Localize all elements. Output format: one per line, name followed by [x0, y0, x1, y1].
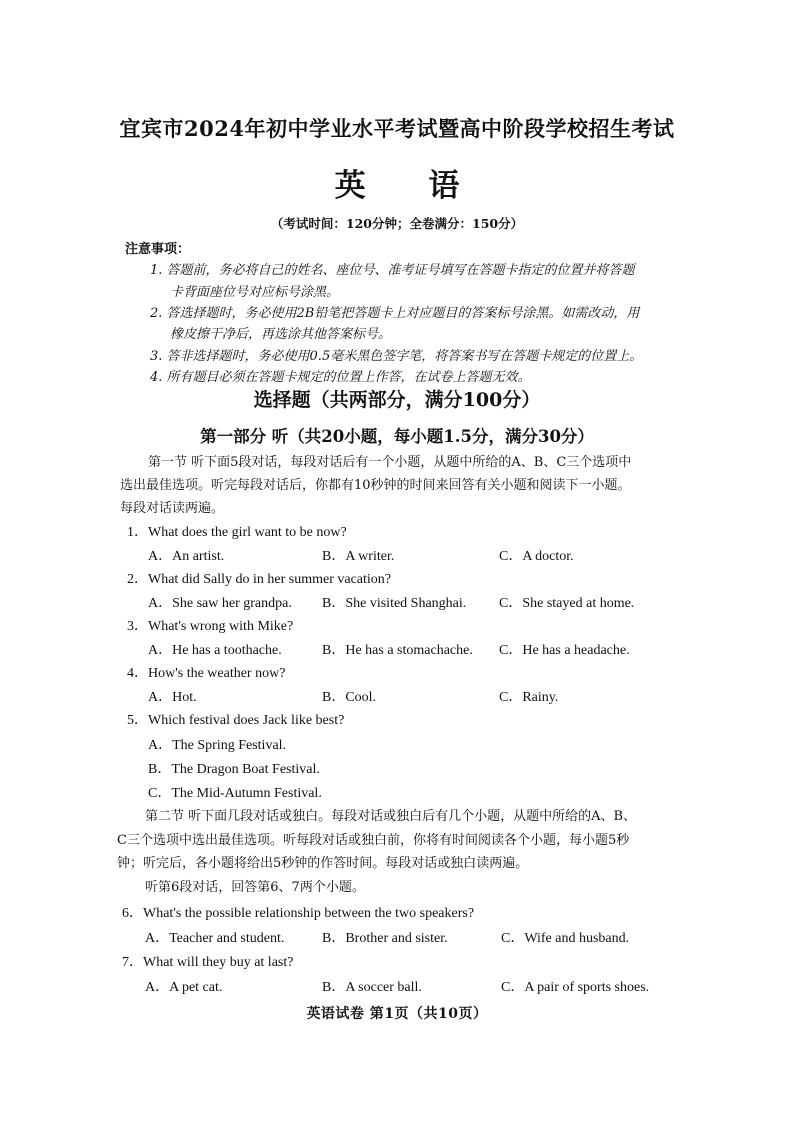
question-stem: 2．What did Sally do in her summer vacation? — [127, 572, 391, 587]
option-c: C．She stayed at home. — [499, 596, 635, 611]
question-stem: 3．What's wrong with Mike? — [127, 619, 294, 634]
option-b: B．He has a stomachache. — [322, 643, 473, 658]
option-a: A．He has a toothache. — [148, 643, 282, 658]
notice-line: 橡皮擦干净后，再选涂其他答案标号。 — [170, 327, 392, 342]
notice-line: 卡背面座位号对应标号涂黑。 — [170, 285, 340, 300]
notice-line: 4. 所有题目必须在答题卡规定的位置上作答，在试卷上答题无效。 — [150, 370, 531, 385]
exam-title: 宜宾市2024年初中学业水平考试暨高中阶段学校招生考试 — [119, 116, 675, 141]
option-b: B．A writer. — [322, 549, 395, 564]
page-footer: 英语试卷 第1页（共10页） — [306, 1006, 488, 1022]
notice-line: 1. 答题前，务必将自己的姓名、座位号、准考证号填写在答题卡指定的位置并将答题 — [150, 263, 635, 278]
section1-instruction: 每段对话读两遍。 — [120, 501, 225, 516]
option-c: C．Rainy. — [499, 690, 559, 705]
option-c: C．A doctor. — [499, 549, 574, 564]
option-b: B．The Dragon Boat Festival. — [148, 762, 320, 777]
section2-instruction: 听第6段对话，回答第6、7两个小题。 — [145, 880, 365, 895]
question-stem: 7．What will they buy at last? — [122, 955, 294, 970]
notice-heading: 注意事项： — [125, 242, 191, 257]
question-stem: 5．Which festival does Jack like best? — [127, 713, 345, 728]
option-a: A．She saw her grandpa. — [148, 596, 292, 611]
question-stem: 4．How's the weather now? — [127, 666, 286, 681]
option-b: B．Brother and sister. — [322, 931, 448, 946]
section2-instruction: 第二节 听下面几段对话或独白。每段对话或独白后有几个小题，从题中所给的A、B、 — [145, 809, 637, 824]
option-a: A．An artist. — [148, 549, 225, 564]
part-heading: 第一部分 听（共20小题，每小题1.5分，满分30分） — [200, 427, 594, 446]
option-a: A．The Spring Festival. — [148, 738, 287, 753]
section1-instruction: 第一节 听下面5段对话，每段对话后有一个小题，从题中所给的A、B、C三个选项中 — [148, 455, 632, 470]
option-a: A．A pet cat. — [145, 980, 223, 995]
option-a: A．Hot. — [148, 690, 197, 705]
option-b: B．She visited Shanghai. — [322, 596, 467, 611]
question-stem: 1．What does the girl want to be now? — [127, 525, 347, 540]
option-b: B．Cool. — [322, 690, 377, 705]
section1-instruction: 选出最佳选项。听完每段对话后，你都有10秒钟的时间来回答有关小题和阅读下一小题。 — [120, 478, 631, 493]
exam-info: （考试时间：120分钟；全卷满分：150分） — [270, 216, 524, 231]
option-c: C．He has a headache. — [499, 643, 630, 658]
question-stem: 6．What's the possible relationship between the two speakers? — [122, 906, 475, 921]
option-b: B．A soccer ball. — [322, 980, 422, 995]
notice-line: 3. 答非选择题时，务必使用0.5毫米黑色签字笔，将答案书写在答题卡规定的位置上。 — [150, 349, 643, 364]
option-c: C．A pair of sports shoes. — [501, 980, 650, 995]
section2-instruction: C三个选项中选出最佳选项。听每段对话或独白前，你将有时间阅读各个小题，每小题5秒 — [117, 833, 630, 848]
subject-title: 英 语 — [334, 168, 486, 204]
option-c: C．The Mid-Autumn Festival. — [148, 786, 322, 801]
option-c: C．Wife and husband. — [501, 931, 630, 946]
notice-line: 2. 答选择题时，务必使用2B铅笔把答题卡上对应题目的答案标号涂黑。如需改动，用 — [150, 306, 640, 321]
section2-instruction: 钟；听完后，各小题将给出5秒钟的作答时间。每段对话或独白读两遍。 — [117, 856, 529, 871]
option-a: A．Teacher and student. — [145, 931, 285, 946]
section-heading: 选择题（共两部分，满分100分） — [253, 389, 541, 411]
